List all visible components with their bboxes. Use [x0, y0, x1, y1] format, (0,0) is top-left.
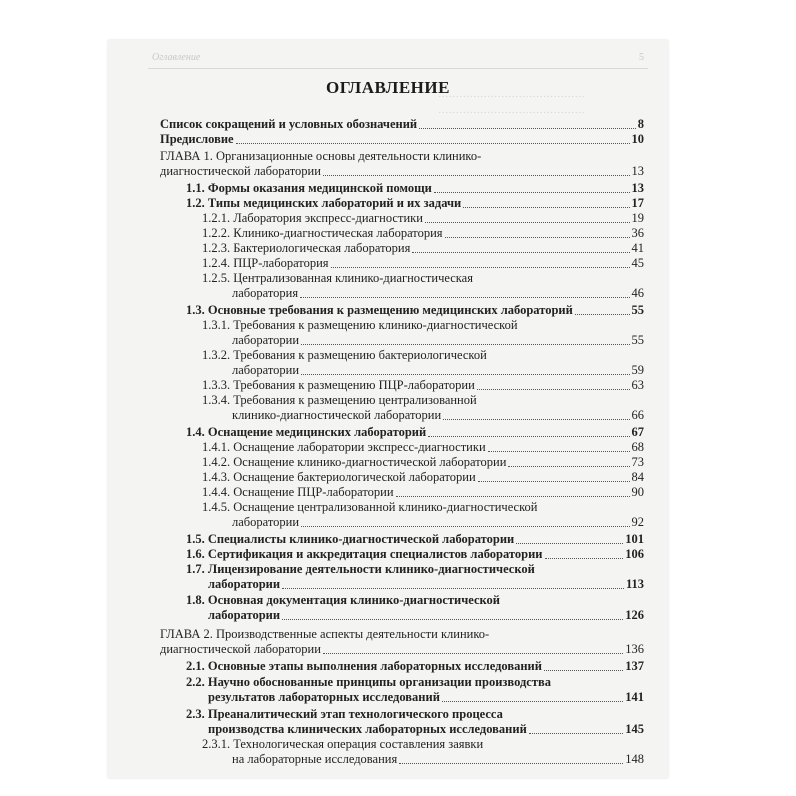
- toc-entry: [202, 440, 644, 455]
- toc-page: 19: [631, 211, 644, 225]
- toc-entry-title: ГЛАВА 2. Производственные аспекты деятельности клинико-: [160, 627, 490, 641]
- toc-entry: [232, 286, 644, 301]
- toc-leader: [282, 587, 624, 589]
- toc-entry: [208, 608, 644, 623]
- toc-leader: [425, 221, 630, 223]
- toc-entry-title: производства клинических лабораторных исследований: [208, 722, 527, 736]
- toc-leader: [544, 669, 623, 671]
- toc-page: 90: [631, 485, 644, 499]
- toc-entry-title: лаборатории: [208, 577, 281, 591]
- toc-leader: [529, 732, 623, 734]
- toc-leader: [434, 191, 630, 193]
- toc-entry: [186, 196, 644, 211]
- toc-leader: [488, 450, 630, 452]
- toc-page: 145: [625, 722, 644, 736]
- table-of-contents: [108, 40, 668, 778]
- toc-page: 59: [631, 363, 644, 377]
- toc-leader: [445, 236, 630, 238]
- toc-entry: [202, 470, 644, 485]
- toc-entry-title: 1.8. Основная документация клинико-диагностической: [186, 593, 501, 607]
- toc-leader: [442, 700, 623, 702]
- toc-entry: [186, 675, 644, 690]
- toc-entry-title: лаборатории: [232, 333, 300, 347]
- toc-entry: [186, 562, 644, 577]
- toc-entry-title: диагностической лаборатории: [160, 164, 321, 178]
- toc-entry: [160, 164, 644, 179]
- toc-leader: [399, 762, 623, 764]
- toc-entry: [232, 408, 644, 423]
- toc-page: 137: [625, 659, 644, 673]
- toc-leader: [508, 465, 629, 467]
- toc-leader: [236, 142, 630, 144]
- toc-page: 126: [625, 608, 644, 622]
- toc-entry-title: 1.4.3. Оснащение бактериологической лаборатории: [202, 470, 476, 484]
- toc-entry-title: лаборатории: [208, 608, 281, 622]
- toc-entry: [160, 642, 644, 657]
- toc-page: 55: [631, 303, 644, 317]
- toc-entry: [232, 752, 644, 767]
- toc-leader: [575, 313, 630, 315]
- toc-entry: [186, 425, 644, 440]
- toc-entry: [186, 593, 644, 608]
- toc-leader: [396, 495, 630, 497]
- toc-entry: [202, 226, 644, 241]
- toc-entry-title: 1.3. Основные требования к размещению медицинских лабораторий: [186, 303, 573, 317]
- toc-leader: [443, 418, 629, 420]
- toc-entry: [202, 271, 644, 286]
- show-through-text: ··········································: [438, 92, 585, 103]
- toc-entry: [232, 363, 644, 378]
- toc-entry-title: лаборатория: [232, 286, 299, 300]
- toc-entry-title: 2.3.1. Технологическая операция составления заявки: [202, 737, 484, 751]
- toc-page: 63: [631, 378, 644, 392]
- toc-page: 113: [625, 577, 644, 591]
- toc-leader: [419, 127, 636, 129]
- toc-entry: [202, 256, 644, 271]
- toc-entry-title: 1.2.3. Бактериологическая лаборатория: [202, 241, 411, 255]
- toc-leader: [477, 388, 630, 390]
- toc-page: 84: [631, 470, 644, 484]
- toc-page: 136: [625, 642, 644, 656]
- toc-entry-title: 1.4.5. Оснащение централизованной клинико-диагностической: [202, 500, 538, 514]
- toc-page: 101: [625, 532, 644, 546]
- toc-entry: [186, 659, 644, 674]
- toc-leader: [516, 542, 623, 544]
- toc-entry-title: Список сокращений и условных обозначений: [160, 117, 418, 131]
- running-page-number: 5: [639, 52, 644, 63]
- toc-entry: [232, 333, 644, 348]
- toc-entry-title: 1.1. Формы оказания медицинской помощи: [186, 181, 432, 195]
- toc-page: 10: [631, 132, 644, 146]
- toc-entry-title: результатов лабораторных исследований: [208, 690, 440, 704]
- toc-entry: [186, 181, 644, 196]
- toc-entry-title: 1.2.5. Централизованная клинико-диагностическая: [202, 271, 473, 285]
- toc-page: 141: [625, 690, 644, 704]
- toc-page: 13: [631, 181, 644, 195]
- toc-page: 17: [631, 196, 644, 210]
- toc-entry: [202, 393, 644, 408]
- toc-leader: [300, 296, 629, 298]
- toc-leader: [301, 525, 629, 527]
- toc-page: 66: [631, 408, 644, 422]
- toc-entry: [186, 707, 644, 722]
- toc-entry-title: 1.5. Специалисты клинико-диагностической лаборатории: [186, 532, 515, 546]
- toc-entry-title: лаборатории: [232, 363, 300, 377]
- toc-page: 8: [637, 117, 644, 131]
- toc-leader: [428, 435, 629, 437]
- toc-entry-title: 1.4. Оснащение медицинских лабораторий: [186, 425, 427, 439]
- toc-entry: [208, 690, 644, 705]
- toc-page: 73: [631, 455, 644, 469]
- toc-entry-title: 1.3.4. Требования к размещению централизованной: [202, 393, 477, 407]
- toc-page: 41: [631, 241, 644, 255]
- toc-page: 92: [631, 515, 644, 529]
- toc-entry: [160, 149, 644, 164]
- toc-entry-title: 1.3.3. Требования к размещению ПЦР-лаборатории: [202, 378, 475, 392]
- toc-leader: [323, 174, 630, 176]
- toc-entry-title: Предисловие: [160, 132, 234, 146]
- toc-leader: [478, 480, 630, 482]
- toc-entry: [202, 500, 644, 515]
- page-title: ОГЛАВЛЕНИЕ: [326, 78, 450, 97]
- toc-leader: [282, 618, 623, 620]
- toc-entry-title: клинико-диагностической лаборатории: [232, 408, 442, 422]
- toc-entry-title: диагностической лаборатории: [160, 642, 321, 656]
- toc-entry: [202, 318, 644, 333]
- toc-entry: [186, 303, 644, 318]
- toc-entry: [202, 485, 644, 500]
- toc-entry-title: 1.4.4. Оснащение ПЦР-лаборатории: [202, 485, 394, 499]
- toc-leader: [463, 206, 629, 208]
- toc-entry-title: 1.4.1. Оснащение лаборатории экспресс-диагностики: [202, 440, 486, 454]
- toc-entry-title: 2.3. Преаналитический этап технологического процесса: [186, 707, 503, 721]
- toc-entry: [202, 348, 644, 363]
- toc-entry: [160, 117, 644, 132]
- toc-entry-title: 1.3.1. Требования к размещению клинико-диагностической: [202, 318, 518, 332]
- toc-entry: [160, 627, 644, 642]
- show-through-text: ··········································: [438, 108, 585, 119]
- toc-page: 36: [631, 226, 644, 240]
- toc-entry: [202, 211, 644, 226]
- toc-entry-title: 1.2.2. Клинико-диагностическая лаборатория: [202, 226, 443, 240]
- toc-entry-title: 1.3.2. Требования к размещению бактериологической: [202, 348, 487, 362]
- toc-entry-title: 1.2. Типы медицинских лабораторий и их задачи: [186, 196, 462, 210]
- toc-page: 106: [625, 547, 644, 561]
- toc-page: 45: [631, 256, 644, 270]
- toc-entry-title: 2.1. Основные этапы выполнения лабораторных исследований: [186, 659, 542, 673]
- toc-leader: [323, 652, 623, 654]
- toc-entry-title: на лабораторные исследования: [232, 752, 398, 766]
- toc-page: 13: [631, 164, 644, 178]
- toc-entry: [160, 132, 644, 147]
- toc-entry-title: 1.7. Лицензирование деятельности клинико-диагностической: [186, 562, 535, 576]
- toc-entry: [186, 532, 644, 547]
- toc-entry: [232, 515, 644, 530]
- toc-entry: [186, 547, 644, 562]
- toc-entry: [202, 737, 644, 752]
- toc-entry: [202, 241, 644, 256]
- toc-entry-title: 1.4.2. Оснащение клинико-диагностической лаборатории: [202, 455, 507, 469]
- toc-entry-title: 1.2.1. Лаборатория экспресс-диагностики: [202, 211, 423, 225]
- toc-leader: [301, 343, 629, 345]
- toc-entry-title: ГЛАВА 1. Организационные основы деятельности клинико-: [160, 149, 482, 163]
- toc-entry: [208, 577, 644, 592]
- toc-page: 68: [631, 440, 644, 454]
- toc-page: 148: [625, 752, 644, 766]
- toc-entry: [202, 378, 644, 393]
- toc-entry-title: лаборатории: [232, 515, 300, 529]
- toc-entry: [208, 722, 644, 737]
- running-header: Оглавление: [152, 52, 201, 63]
- toc-leader: [545, 557, 624, 559]
- toc-entry-title: 1.6. Сертификация и аккредитация специалистов лаборатории: [186, 547, 543, 561]
- toc-entry: [202, 455, 644, 470]
- book-page: [108, 40, 668, 778]
- toc-page: 55: [631, 333, 644, 347]
- toc-leader: [301, 373, 629, 375]
- toc-entry-title: 2.2. Научно обоснованные принципы организации производства: [186, 675, 551, 689]
- toc-page: 46: [631, 286, 644, 300]
- toc-leader: [331, 266, 630, 268]
- toc-entry-title: 1.2.4. ПЦР-лаборатория: [202, 256, 329, 270]
- toc-leader: [412, 251, 629, 253]
- toc-page: 67: [631, 425, 644, 439]
